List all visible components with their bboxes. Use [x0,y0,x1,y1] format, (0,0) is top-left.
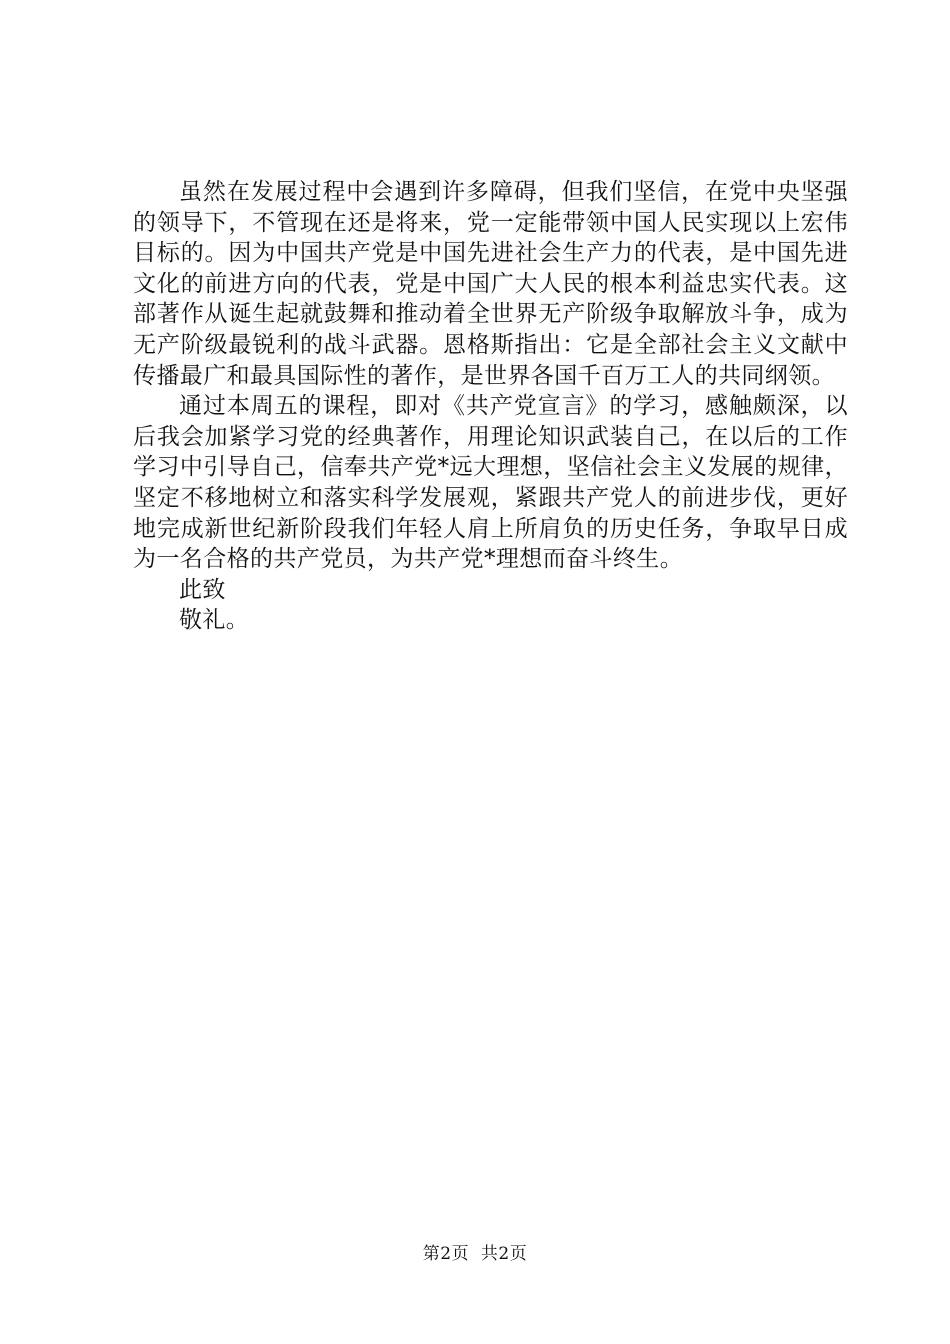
paragraph-1: 虽然在发展过程中会遇到许多障碍，但我们坚信，在党中央坚强的领导下，不管现在还是将来，党一定能带领中国人民实现以上宏伟目标的。因为中国共产党是中国先进社会生产力的代表，是中国先进文化的前进方向的代表，党是中国广大人民的根本利益忠实代表。这部著作从诞生起就鼓舞和推动着全世界无产阶级争取解放斗争，成为无产阶级最锐利的战斗武器。恩格斯指出：它是全部社会主义文献中传播最广和最具国际性的著作，是世界各国千百万工人的共同纲领。 [133,179,848,389]
letter-body [133,177,848,636]
closing-salutation: 此致 [179,576,226,603]
paragraph-2: 通过本周五的课程，即对《共产党宣言》的学习，感触颇深，以后我会加紧学习党的经典著作，用理论知识武装自己，在以后的工作学习中引导自己，信奉共产党*远大理想，坚信社会主义发展的规律，坚定不移地树立和落实科学发展观，紧跟共产党人的前进步伐，更好地完成新世纪新阶段我们年轻人肩上所肩负的历史任务，争取早日成为一名合格的共产党员，为共产党*理想而奋斗终生。 [133,393,848,573]
closing-regards: 敬礼。 [179,607,250,634]
page-number-footer: 第2页 共2页 [422,1244,528,1264]
